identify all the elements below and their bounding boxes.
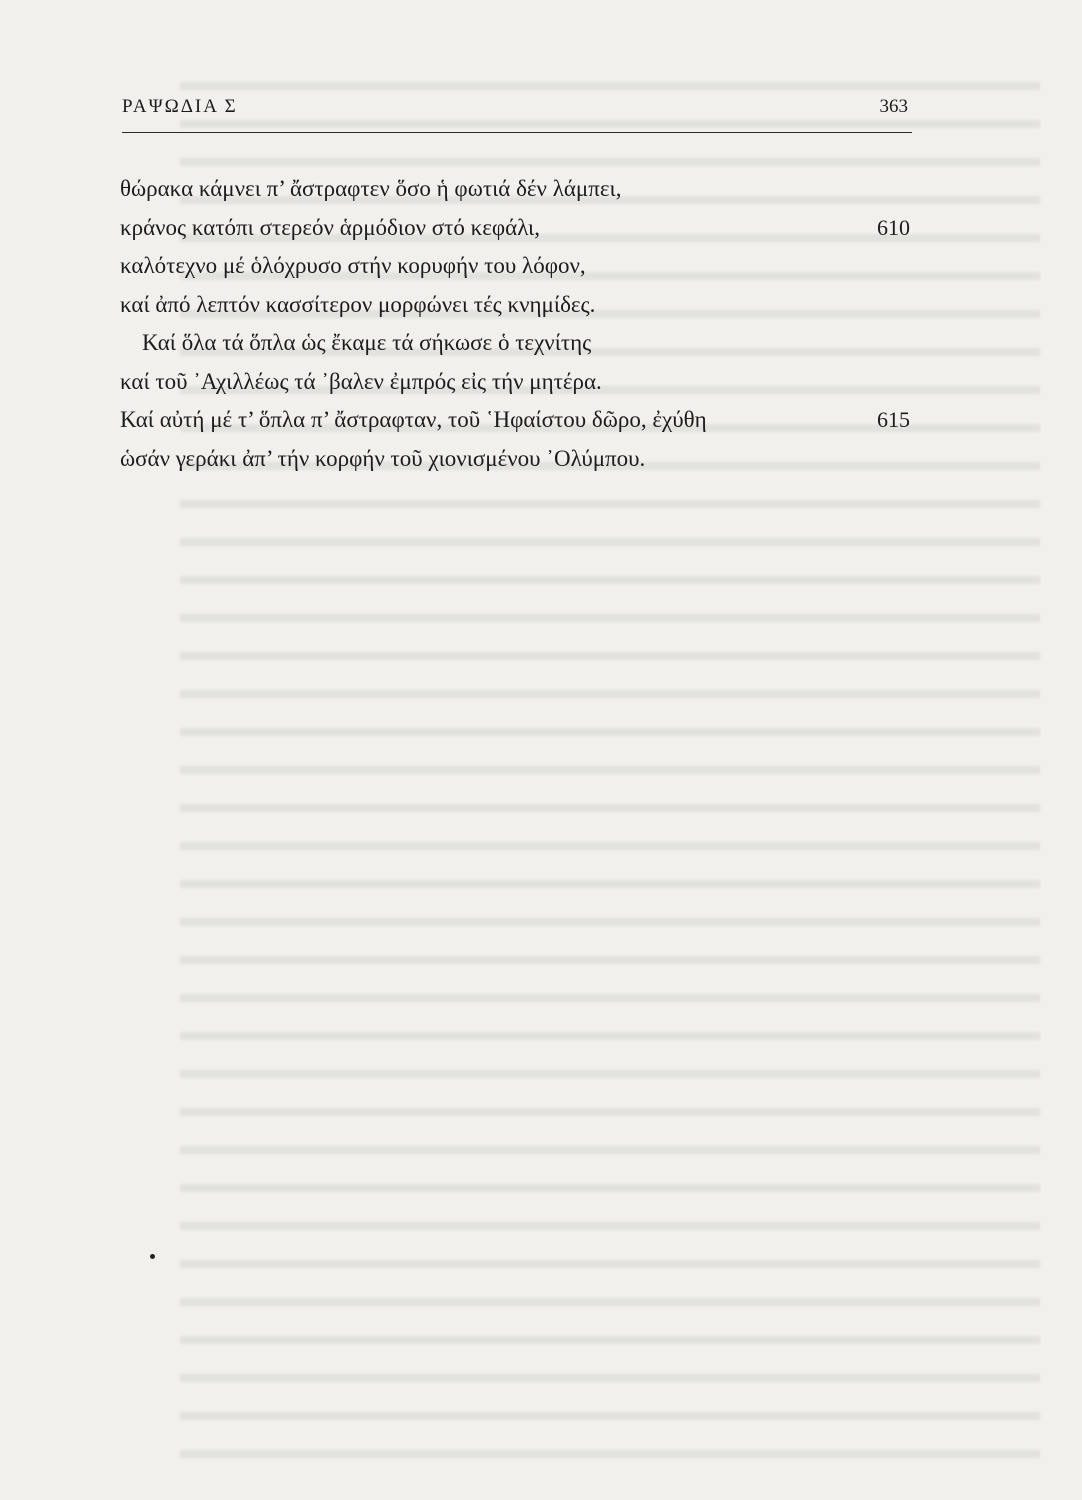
verse-text: καλότεχνο μέ ὁλόχρυσο στήν κορυφήν του λόφον,	[120, 253, 586, 278]
poem-verses	[120, 170, 912, 478]
verse-text: ὡσάν γεράκι ἀπ’ τήν κορφήν τοῦ χιονισμένου ᾿Ολύμπου.	[120, 445, 646, 471]
verse-line	[120, 170, 912, 209]
verse-line	[120, 286, 912, 325]
page-header	[122, 92, 912, 133]
verse-line	[120, 363, 912, 402]
verse-text: θώρακα κάμνει π’ ἄστραφτεν ὅσο ἡ φωτιά δέν λάμπει,	[120, 176, 622, 201]
running-title: ΡΑΨΩΔΙΑ Σ	[122, 96, 238, 117]
page-number: 363	[879, 96, 908, 117]
verse-number: 615	[877, 407, 910, 432]
verse-line	[120, 209, 912, 248]
verse-text: καί ἀπό λεπτόν κασσίτερον μορφώνει τές κνημίδες.	[120, 291, 596, 317]
verse-text: Καί αὐτή μέ τ’ ὅπλα π’ ἄστραφταν, τοῦ ῾Ηφαίστου δῶρο, ἐχύθη	[120, 407, 707, 432]
verse-text: καί τοῦ ᾿Αχιλλέως τά ᾿βαλεν ἐμπρός εἰς τήν μητέρα.	[120, 368, 602, 394]
verse-line	[120, 324, 912, 363]
ink-speck	[150, 1254, 155, 1259]
verse-line	[120, 440, 912, 479]
verse-number: 610	[877, 214, 910, 240]
verse-line	[120, 401, 912, 440]
verse-line	[120, 247, 912, 286]
verse-text: κράνος κατόπι στερεόν ἁρμόδιον στό κεφάλι,	[120, 214, 540, 240]
verse-text: Καί ὅλα τά ὅπλα ὡς ἔκαμε τά σήκωσε ὁ τεχνίτης	[142, 330, 592, 355]
